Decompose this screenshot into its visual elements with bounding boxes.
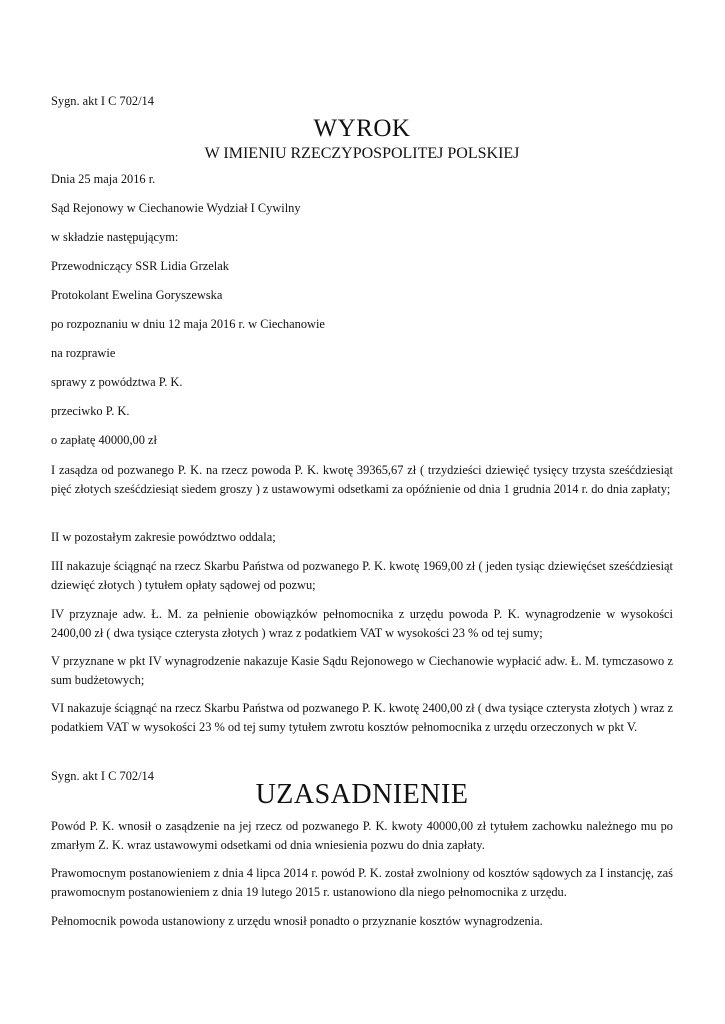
defendant-line: przeciwko P. K. xyxy=(51,404,130,418)
case-number-top: Sygn. akt I C 702/14 xyxy=(51,94,154,108)
composition-label: w składzie następującym: xyxy=(51,230,179,244)
ruling-item: IV przyznaje adw. Ł. M. za pełnienie obowiązków pełnomocnika z urzędu powoda P. K. wynagrodzenie w wysokości 2400,00 zł ( dwa tysiące czterysta złotych ) wraz z podatkiem VAT w wysokości 23 % od tej sumy; xyxy=(51,607,673,640)
hearing-mode: na rozprawie xyxy=(51,346,116,360)
presiding-judge: Przewodniczący SSR Lidia Grzelak xyxy=(51,259,229,273)
justification-title: UZASADNIENIE xyxy=(255,779,469,810)
plaintiff-line: sprawy z powództwa P. K. xyxy=(51,375,183,389)
justification-paragraph: Pełnomocnik powoda ustanowiony z urzędu wnosił ponadto o przyznanie kosztów wynagrodzenia. xyxy=(51,914,543,928)
claim-line: o zapłatę 40000,00 zł xyxy=(51,433,157,447)
document-subtitle: W IMIENIU RZECZYPOSPOLITEJ POLSKIEJ xyxy=(204,145,520,162)
court-name: Sąd Rejonowy w Ciechanowie Wydział I Cywilny xyxy=(51,201,301,215)
ruling-item: I zasądza od pozwanego P. K. na rzecz powoda P. K. kwotę 39365,67 zł ( trzydzieści dziewięć tysięcy trzysta sześćdziesiąt pięć złotych sześćdziesiąt siedem groszy ) z ustawowymi odsetkami za opóźnienie od dnia 1 grudnia 2014 r. do dnia zapłaty; xyxy=(51,463,673,496)
ruling-item: V przyznane w pkt IV wynagrodzenie nakazuje Kasie Sądu Rejonowego w Ciechanowie wypłacić adw. Ł. M. tymczasowo z sum budżetowych; xyxy=(51,654,673,687)
ruling-item: VI nakazuje ściągnąć na rzecz Skarbu Państwa od pozwanego P. K. kwotę 2400,00 zł ( dwa tysiące czterysta złotych ) wraz z podatkiem VAT w wysokości 23 % od tej sumy tytułem zwrotu kosztów pełnomocnika z urzędu orzeczonych w pkt V. xyxy=(51,701,673,734)
hearing-info: po rozpoznaniu w dniu 12 maja 2016 r. w Ciechanowie xyxy=(51,317,325,331)
court-clerk: Protokolant Ewelina Goryszewska xyxy=(51,288,223,302)
case-number-justification: Sygn. akt I C 702/14 xyxy=(51,769,154,783)
ruling-item: III nakazuje ściągnąć na rzecz Skarbu Państwa od pozwanego P. K. kwotę 1969,00 zł ( jeden tysiąc dziewięćset sześćdziesiąt dziewięć złotych ) tytułem opłaty sądowej od pozwu; xyxy=(51,559,673,592)
judgment-date: Dnia 25 maja 2016 r. xyxy=(51,172,156,186)
justification-paragraph: Prawomocnym postanowieniem z dnia 4 lipca 2014 r. powód P. K. został zwolniony od kosztów sądowych za I instancję, zaś prawomocnym postanowieniem z dnia 19 lutego 2015 r. ustanowiono dla niego pełnomocnika z urzędu. xyxy=(51,866,673,899)
justification-paragraph: Powód P. K. wnosił o zasądzenie na jej rzecz od pozwanego P. K. kwoty 40000,00 zł tytułem zachowku należnego mu po zmarłym Z. K. wraz ustawowymi odsetkami od dnia wniesienia pozwu do dnia zapłaty. xyxy=(51,819,673,852)
document-title: WYROK xyxy=(313,115,411,142)
ruling-item: II w pozostałym zakresie powództwo oddala; xyxy=(51,530,276,544)
